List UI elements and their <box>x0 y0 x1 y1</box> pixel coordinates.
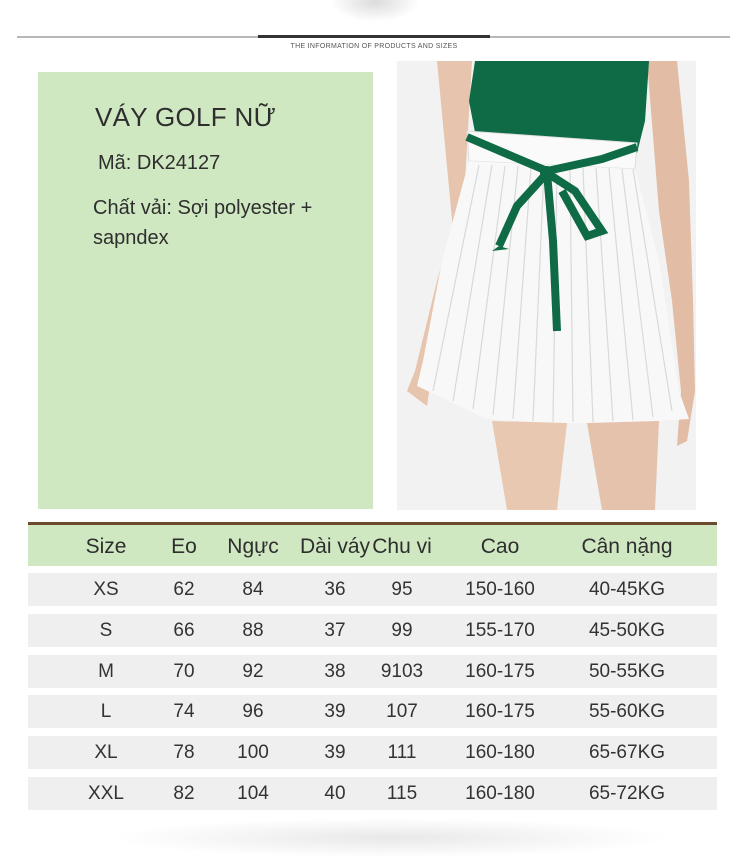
cell-circumference: 111 <box>387 741 417 763</box>
header-divider-accent <box>258 35 490 38</box>
cell-waist: 62 <box>173 578 195 600</box>
cell-circumference: 9103 <box>380 660 424 682</box>
cell-height: 155-170 <box>465 619 535 641</box>
column-header-weight: Cân nặng <box>581 535 673 558</box>
cell-weight: 55-60KG <box>588 700 666 722</box>
cell-circumference: 115 <box>386 782 418 804</box>
cell-height: 160-180 <box>465 782 535 804</box>
column-header-waist: Eo <box>171 535 197 558</box>
cell-weight: 40-45KG <box>588 578 666 600</box>
cell-chest: 92 <box>242 660 264 682</box>
cell-waist: 70 <box>173 660 195 682</box>
table-row <box>28 573 717 606</box>
cell-chest: 88 <box>242 619 264 641</box>
cell-chest: 84 <box>242 578 264 600</box>
column-header-size: Size <box>85 535 127 558</box>
section-caption: THE INFORMATION OF PRODUCTS AND SIZES <box>290 43 458 50</box>
cell-length: 39 <box>324 700 346 722</box>
cell-chest: 96 <box>242 700 264 722</box>
cell-weight: 45-50KG <box>588 619 666 641</box>
top-decoration <box>330 0 420 22</box>
cell-weight: 50-55KG <box>588 660 666 682</box>
cell-length: 37 <box>324 619 346 641</box>
column-header-chest: Ngực <box>227 535 279 558</box>
cell-size: XXL <box>88 782 124 804</box>
cell-circumference: 95 <box>391 578 413 600</box>
cell-waist: 78 <box>173 741 195 763</box>
cell-length: 38 <box>324 660 346 682</box>
table-row <box>28 655 717 688</box>
cell-length: 40 <box>324 782 346 804</box>
cell-weight: 65-67KG <box>588 741 666 763</box>
cell-length: 39 <box>324 741 346 763</box>
column-header-circumference: Chu vi <box>372 535 432 558</box>
bottom-decoration <box>110 818 670 858</box>
product-code: Mã: DK24127 <box>98 152 221 174</box>
cell-waist: 82 <box>173 782 195 804</box>
cell-height: 160-175 <box>465 700 535 722</box>
table-row <box>28 777 717 810</box>
product-fabric: Chất vải: Sợi polyester + sapndex <box>93 197 313 249</box>
cell-circumference: 99 <box>391 619 413 641</box>
cell-height: 160-175 <box>465 660 535 682</box>
product-name: VÁY GOLF NỮ <box>95 102 277 132</box>
cell-size: S <box>99 619 113 641</box>
cell-waist: 66 <box>173 619 195 641</box>
cell-size: XS <box>93 578 119 600</box>
cell-size: XL <box>94 741 118 763</box>
table-row <box>28 695 717 728</box>
product-photo <box>397 61 696 510</box>
cell-chest: 104 <box>237 782 269 804</box>
cell-chest: 100 <box>237 741 269 763</box>
cell-waist: 74 <box>173 700 195 722</box>
table-row <box>28 614 717 647</box>
product-info-panel <box>38 72 373 509</box>
size-table-header <box>28 522 717 566</box>
table-row <box>28 736 717 769</box>
cell-circumference: 107 <box>386 700 418 722</box>
cell-height: 160-180 <box>465 741 535 763</box>
cell-height: 150-160 <box>465 578 535 600</box>
cell-weight: 65-72KG <box>588 782 666 804</box>
column-header-length: Dài váy <box>299 535 371 558</box>
column-header-height: Cao <box>480 535 520 558</box>
cell-size: M <box>98 660 114 682</box>
cell-length: 36 <box>324 578 346 600</box>
cell-size: L <box>100 700 112 722</box>
